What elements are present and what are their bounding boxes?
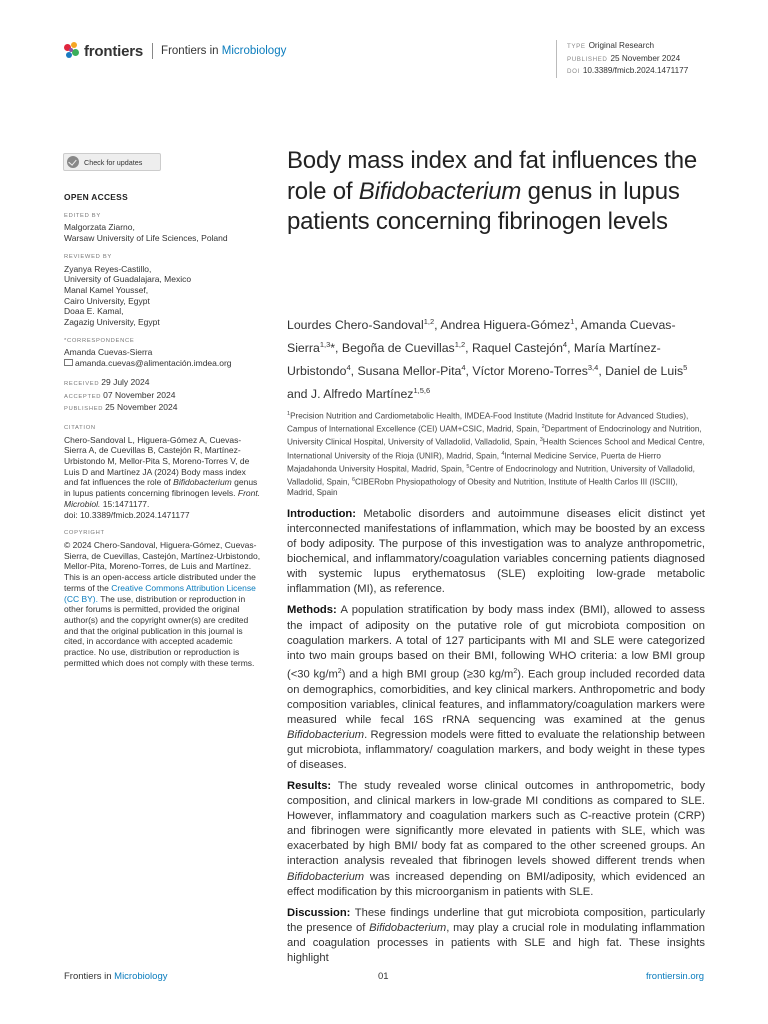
abstract-discussion: Discussion: These findings underline that gut microbiota composition, particularly the presence of Bifidobacterium, may play a crucial role in modulating inflammation and coagulation processes in patients with SLE and high fat. These insights highlight — [287, 906, 706, 964]
author-name[interactable]: Begoña de Cuevillas — [341, 341, 455, 356]
author-name[interactable]: Lourdes Chero-Sandoval — [287, 318, 424, 333]
author-affiliation-marker: 5 — [683, 363, 688, 373]
brand-name[interactable]: frontiers — [84, 42, 144, 60]
copyright-section: COPYRIGHT © 2024 Chero-Sandoval, Higuera-Gómez, Cuevas-Sierra, de Cuevillas, Castejón, Martínez-Urbistondo, Mellor-Pita, Moreno-Torres, de Luis and Martínez. This is an open-access article distributed under the terms of the Creative Commons Attribution License (CC BY). The use, distribution or reproduction in other forums is permitted, provided the original author(s) and the copyright owner(s) are credited and that the original publication in this journal is cited, in accordance with accepted academic practice. No use, distribution or reproduction is permitted which does not comply with these terms. — [64, 530, 261, 668]
affiliation-number: 1 — [287, 411, 291, 417]
affiliation-number: 2 — [541, 424, 545, 431]
mail-icon — [64, 359, 73, 366]
affiliation-text: Internal Medicine Service, Puerta de Hierro Majadahonda University Hospital, Madrid, Spain, — [287, 451, 661, 474]
author-affiliation-marker: 1,3 — [319, 340, 331, 350]
affiliation-number: 3 — [539, 437, 543, 444]
author-name[interactable]: Víctor Moreno-Torres — [472, 364, 588, 379]
author-name[interactable]: Raquel Castejón — [471, 341, 563, 356]
author-name[interactable]: and J. Alfredo Martínez — [287, 387, 414, 402]
article-meta: TYPE Original Research PUBLISHED 25 November 2024 DOI 10.3389/fmicb.2024.1471177 — [556, 40, 688, 78]
article-title: Body mass index and fat influences the role of Bifidobacterium genus in lupus patients concerning fibrinogen levels — [287, 147, 697, 236]
author-affiliation-marker: 3,4 — [587, 363, 599, 373]
sidebar-info — [64, 192, 262, 676]
open-access-label: OPEN ACCESS — [64, 192, 128, 202]
author-name[interactable]: Amanda Cuevas-Sierra — [287, 318, 676, 356]
abstract-methods: Methods: A population stratification by body mass index (BMI), allowed to assess the impact of adiposity on the putative role of gut microbiota composition on coagulation markers. A total of 127 participants with MI and SLE were categorized into two main groups based on their BMI, following WHO criteria: a low BMI group (<30 $kg/m^2$) and a high BMI group (≥30 $kg/m^2$). Each group included recorded data on demographics, comorbidities, and key clinical markers. Anthropometric and body composition variables, clinical features, and inflammatory/coagulation markers were measured while fecal 16S rRNA sequencing was examined at the genus Bifidobacterium. Regression models were fitted to evaluate the relationship between gut microbiota, inflammatory/ coagulation markers, and body weight in these types of diseases. — [287, 604, 706, 771]
doi-link[interactable]: 10.3389/fmicb.2024.1471177 — [582, 66, 689, 75]
abstract-results: Results: The study revealed worse clinical outcomes in anthropometric, body composition, and clinical markers in low-grade MI conditions as compared to SLE. However, inflammatory and coagulation markers such as C-reactive protein (CRP) and fibrinogen were significantly more elevated in patients with SLE, which was exacerbated by high BMI/ body fat as compared to the other screened groups. An interaction analysis revealed that fibrinogen levels showed different trends when Bifidobacterium was increased depending on BMI/adiposity, which evidenced an effect modification by this microorganism in patients with SLE. — [287, 780, 705, 898]
dates-section: RECEIVED 29 July 2024 ACCEPTED 07 November 2024 PUBLISHED 25 November 2024 — [64, 376, 178, 413]
affiliations — [287, 409, 707, 499]
author-affiliation-marker: 4 — [461, 363, 466, 373]
page-number: 01 — [378, 971, 389, 982]
reviewed-by-section: REVIEWED BY Zyanya Reyes-Castillo, University of Guadalajara, Mexico Manal Kamel Youssef, Cairo University, Egypt Doaa E. Kamal, Zagazig University, Egypt — [64, 253, 192, 328]
citation-section: CITATION Chero-Sandoval L, Higuera-Gómez A, Cuevas-Sierra A, de Cuevillas B, Castejón R, Martínez-Urbistondo M, Mellor-Pita S, Moreno-Torres V, de Luis D and Martínez JA (2024) Body mass index and fat influences the role of Bifidobacterium genus in lupus patients concerning fibrinogen levels. Front. Microbiol. 15:1471177. doi: 10.3389/fmicb.2024.1471177 — [64, 424, 261, 520]
affiliation-number: 6 — [351, 477, 355, 484]
correspondence-section: *CORRESPONDENCE Amanda Cuevas-Sierra amanda.cuevas@alimentación.imdea.org — [64, 337, 232, 369]
correspondence-email[interactable]: amanda.cuevas@alimentación.imdea.org — [75, 358, 232, 369]
check-for-updates-button[interactable]: Check for updates — [63, 153, 161, 171]
author-affiliation-marker: 1,2 — [423, 317, 435, 326]
published-date: 25 November 2024 — [610, 53, 681, 63]
affiliation-text: Health Sciences School and Medical Centre, International University of the Rioja (UNIR), Madrid, Spain, — [287, 438, 705, 461]
check-icon — [67, 156, 79, 168]
affiliation-text: Centre of Endocrinology and Nutrition, University of Valladolid, Valladolid, Spain, — [287, 464, 695, 487]
journal-header — [64, 42, 286, 60]
article-type: Original Research — [588, 41, 655, 50]
footer-site-link[interactable]: frontiersin.org — [646, 971, 705, 982]
author-affiliation-marker: 1,2 — [454, 340, 466, 350]
citation-doi[interactable]: doi: 10.3389/fmicb.2024.1471177 — [64, 509, 190, 520]
affiliation-number: 5 — [466, 463, 470, 470]
journal-name[interactable]: Frontiers in Microbiology — [161, 45, 287, 57]
author-name[interactable]: Susana Mellor-Pita — [357, 364, 462, 379]
author-name[interactable]: Daniel de Luis — [605, 364, 684, 379]
abstract — [287, 507, 705, 972]
header-divider — [152, 43, 153, 59]
author-affiliation-marker: 4 — [562, 340, 568, 350]
frontiers-logo-icon — [64, 42, 80, 60]
license-link[interactable]: Creative Commons Attribution License (CC BY). — [64, 582, 256, 604]
affiliation-text: Precision Nutrition and Cardiometabolic Health, IMDEA-Food Institute (Madrid Institute for Advanced Studies), Campus of International Excellence (CEI) UAM+CSIC, Madrid, Spain, — [287, 411, 689, 434]
edited-by-section: EDITED BY Malgorzata Ziarno, Warsaw University of Life Sciences, Poland — [64, 212, 228, 244]
author-name[interactable]: Andrea Higuera-Gómez — [440, 318, 571, 333]
author-affiliation-marker: 1,5,6 — [413, 386, 431, 396]
footer-journal[interactable]: Frontiers in Microbiology — [64, 971, 168, 982]
author-affiliation-marker: 4 — [346, 363, 351, 373]
affiliation-text: Department of Endocrinology and Nutrition, University Clinical Hospital, University of Valladolid, Valladolid, Spain, — [287, 424, 702, 448]
author-name[interactable]: María Martínez-Urbistondo — [287, 341, 661, 379]
abstract-introduction: Introduction: Metabolic disorders and autoimmune diseases elicit distinct yet interconnected manifestations of inflammation, which may be boosted by an excess of body adiposity. The purpose of this investigation was to analyze anthropometric, biochemical, and inflammatory/coagulation variables concerning patients diagnosed with systemic lupus erythematosus (SLE) exploiting low-grade metabolic inflammation (MI), as reference. — [287, 508, 705, 596]
author-list: Lourdes Chero-Sandoval$^{1,2}$, Andrea Higuera-Gómez$^1$, Amanda Cuevas-Sierra$^{1,3}$*, Begoña de Cuevillas$^{1,2}$, Raquel Castejón$^4$, María Martínez-Urbistondo$^4$, Susana Mellor-Pita$^4$, Víctor Moreno-Torres$^{3,4}$, Daniel de Luis$^5$ and J. Alfredo Martínez$^{1,5,6}$ — [287, 317, 688, 402]
affiliation-text: CIBERobn Physiopathology of Obesity and Nutrition, Institute of Health Carlos III (ISCIII), Madrid, Spain — [287, 477, 678, 498]
author-affiliation-marker: 1 — [570, 317, 575, 326]
affiliation-number: 4 — [501, 450, 505, 457]
